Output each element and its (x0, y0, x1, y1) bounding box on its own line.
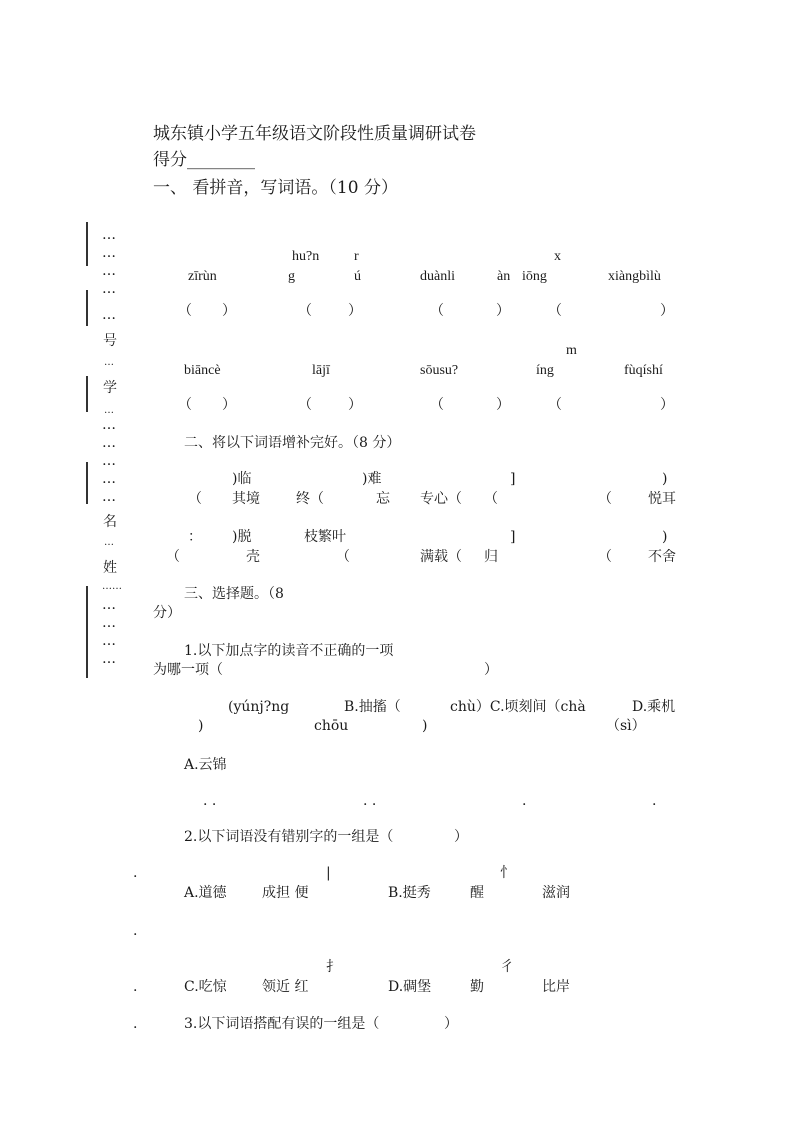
fill-item: （ (484, 491, 498, 507)
q1-option-sub: （sì） (606, 718, 646, 734)
q2-option-b: 滋润 (542, 885, 570, 901)
fill-item: ) (662, 471, 668, 487)
q1-option-a: A.云锦 (184, 757, 227, 773)
fill-item: 归 (484, 549, 498, 565)
margin-small-dash: … (104, 357, 114, 368)
pinyin-word: xiàngbìlù (608, 269, 661, 284)
margin-dots: … (102, 615, 116, 631)
fill-item: 不舍 (648, 549, 676, 565)
bracket-mark: ] (510, 529, 516, 545)
pinyin-word: ú (354, 269, 361, 284)
margin-small-dash: … (104, 405, 114, 416)
pinyin-word: biāncè (184, 363, 221, 378)
radical-mark: | (326, 865, 331, 881)
bracket-mark: ] (510, 471, 516, 487)
margin-dots: … (102, 435, 116, 451)
emphasis-dots: . (652, 793, 657, 809)
answer-blank-open: （ (548, 397, 562, 413)
margin-label-hao: 号 (103, 333, 117, 349)
q1-option-sub: chōu (314, 718, 349, 734)
margin-line-4 (86, 462, 88, 504)
fill-item: （ (336, 549, 350, 565)
fill-item: 其境 (232, 491, 260, 507)
q2-option-c: 领近 红 (262, 979, 309, 995)
left-mark: . (133, 1016, 138, 1032)
answer-blank-close: ） (348, 303, 362, 319)
margin-dots: … (102, 227, 116, 243)
margin-dots: … (102, 633, 116, 649)
pinyin-sup: x (554, 249, 561, 264)
margin-label-xing: 姓 (103, 560, 117, 576)
margin-dots: … (102, 281, 116, 297)
margin-small-dash: … (104, 537, 114, 548)
answer-blank-open: （ (430, 397, 444, 413)
margin-dots: … (102, 651, 116, 667)
answer-blank-close: ） (348, 397, 362, 413)
q1-option: (yúnj?ng (228, 699, 290, 715)
q2-option-a: 成担 便 (262, 885, 309, 901)
answer-blank-close: ） (660, 397, 674, 413)
pinyin-sup: r (354, 249, 359, 264)
answer-blank-close: ） (222, 303, 236, 319)
emphasis-dots: . . (363, 793, 377, 809)
left-mark: . (133, 979, 138, 995)
emphasis-dots: . (522, 793, 527, 809)
pinyin-word: àn (497, 269, 511, 284)
left-mark: . (133, 865, 138, 881)
margin-label-ming: 名 (103, 514, 117, 530)
q1-option: B.抽搐（ (344, 699, 401, 715)
pinyin-word: lājī (312, 363, 330, 378)
question-1-close: ） (484, 662, 498, 678)
page-title: 城东镇小学五年级语文阶段性质量调研试卷 (153, 124, 476, 144)
pinyin-word: fùqíshí (624, 363, 663, 378)
margin-dots: … (102, 471, 116, 487)
pinyin-word: duànli (420, 269, 455, 284)
answer-blank-open: （ (178, 303, 192, 319)
fill-item: （ (166, 549, 180, 565)
section1-heading: 一、 看拼音，写词语。（10 分） (153, 178, 398, 198)
question-2-close: ） (454, 829, 468, 845)
answer-blank-open: （ (548, 303, 562, 319)
fill-item: 悦耳 (648, 491, 676, 507)
q1-option: chù）C.顷刻间（chà (450, 699, 586, 715)
margin-small-dots: …… (102, 581, 122, 592)
radical-mark: 忄 (500, 865, 514, 881)
radical-mark: 彳 (500, 959, 514, 975)
margin-dots: … (102, 417, 116, 433)
pinyin-word: zīrùn (188, 269, 217, 284)
q2-option-a: A.道德 (184, 885, 227, 901)
question-1-tail: 为哪一项（ (153, 662, 223, 678)
margin-dots: … (102, 307, 116, 323)
margin-dots: … (102, 263, 116, 279)
pinyin-word: g (288, 269, 295, 284)
margin-dots: … (102, 453, 116, 469)
radical-mark: 扌 (326, 959, 340, 975)
pinyin-word: sōusu? (420, 363, 459, 378)
q2-option-d: 比岸 (542, 979, 570, 995)
fill-item: ) (662, 529, 668, 545)
fill-item: （ (188, 491, 202, 507)
q1-option-sub: ) (198, 718, 204, 734)
q1-option-sub: ) (422, 718, 428, 734)
fill-item: 忘 (376, 491, 390, 507)
answer-blank-open: （ (298, 303, 312, 319)
question-1: 1.以下加点字的读音不正确的一项 (184, 643, 394, 659)
margin-dots: … (102, 245, 116, 261)
margin-label-xue: 学 (103, 380, 117, 396)
fill-item: 终（ (296, 491, 324, 507)
q2-option-d: 勤 (470, 979, 484, 995)
question-2: 2.以下词语没有错别字的一组是（ (184, 829, 394, 845)
answer-blank-open: （ (298, 397, 312, 413)
section3-heading-tail: 分） (153, 605, 181, 621)
left-mark: . (133, 923, 138, 939)
fill-item: （ (598, 549, 612, 565)
fill-item: )难 (362, 471, 382, 487)
fill-item: )脱 (232, 529, 252, 545)
score-field: 得分________ (153, 150, 255, 170)
pinyin-sup: m (566, 343, 577, 358)
emphasis-dots: . . (203, 793, 217, 809)
margin-line-1 (86, 222, 88, 266)
margin-line-2 (86, 290, 88, 326)
q2-option-b: 醒 (470, 885, 484, 901)
fill-item: 专心（ (420, 491, 462, 507)
fill-item: 满载（ (420, 549, 462, 565)
q1-option: D.乘机 (632, 699, 676, 715)
question-3-close: ） (444, 1016, 458, 1032)
q2-option-b: B.挺秀 (388, 885, 431, 901)
margin-dots: … (102, 489, 116, 505)
pinyin-sup: hu?n (292, 249, 320, 264)
margin-line-5 (86, 586, 88, 678)
fill-item: )临 (232, 471, 252, 487)
margin-line-3 (86, 376, 88, 412)
answer-blank-close: ） (222, 397, 236, 413)
answer-blank-open: （ (178, 397, 192, 413)
fill-item: 壳 (246, 549, 260, 565)
q2-option-c: C.吃惊 (184, 979, 227, 995)
question-3: 3.以下词语搭配有误的一组是（ (184, 1016, 380, 1032)
answer-blank-open: （ (430, 303, 444, 319)
fill-item: （ (598, 491, 612, 507)
answer-blank-close: ） (660, 303, 674, 319)
fill-item: 枝繁叶 (304, 529, 346, 545)
section2-heading: 二、将以下词语增补完好。（8 分） (184, 435, 401, 451)
pinyin-word: iōng (522, 269, 547, 284)
bracket-mark: ： (188, 529, 202, 545)
margin-dots: … (102, 597, 116, 613)
answer-blank-close: ） (496, 397, 510, 413)
answer-blank-close: ） (496, 303, 510, 319)
pinyin-word: íng (536, 363, 554, 378)
section3-heading: 三、选择题。（8 (184, 586, 284, 602)
q2-option-d: D.碉堡 (388, 979, 432, 995)
